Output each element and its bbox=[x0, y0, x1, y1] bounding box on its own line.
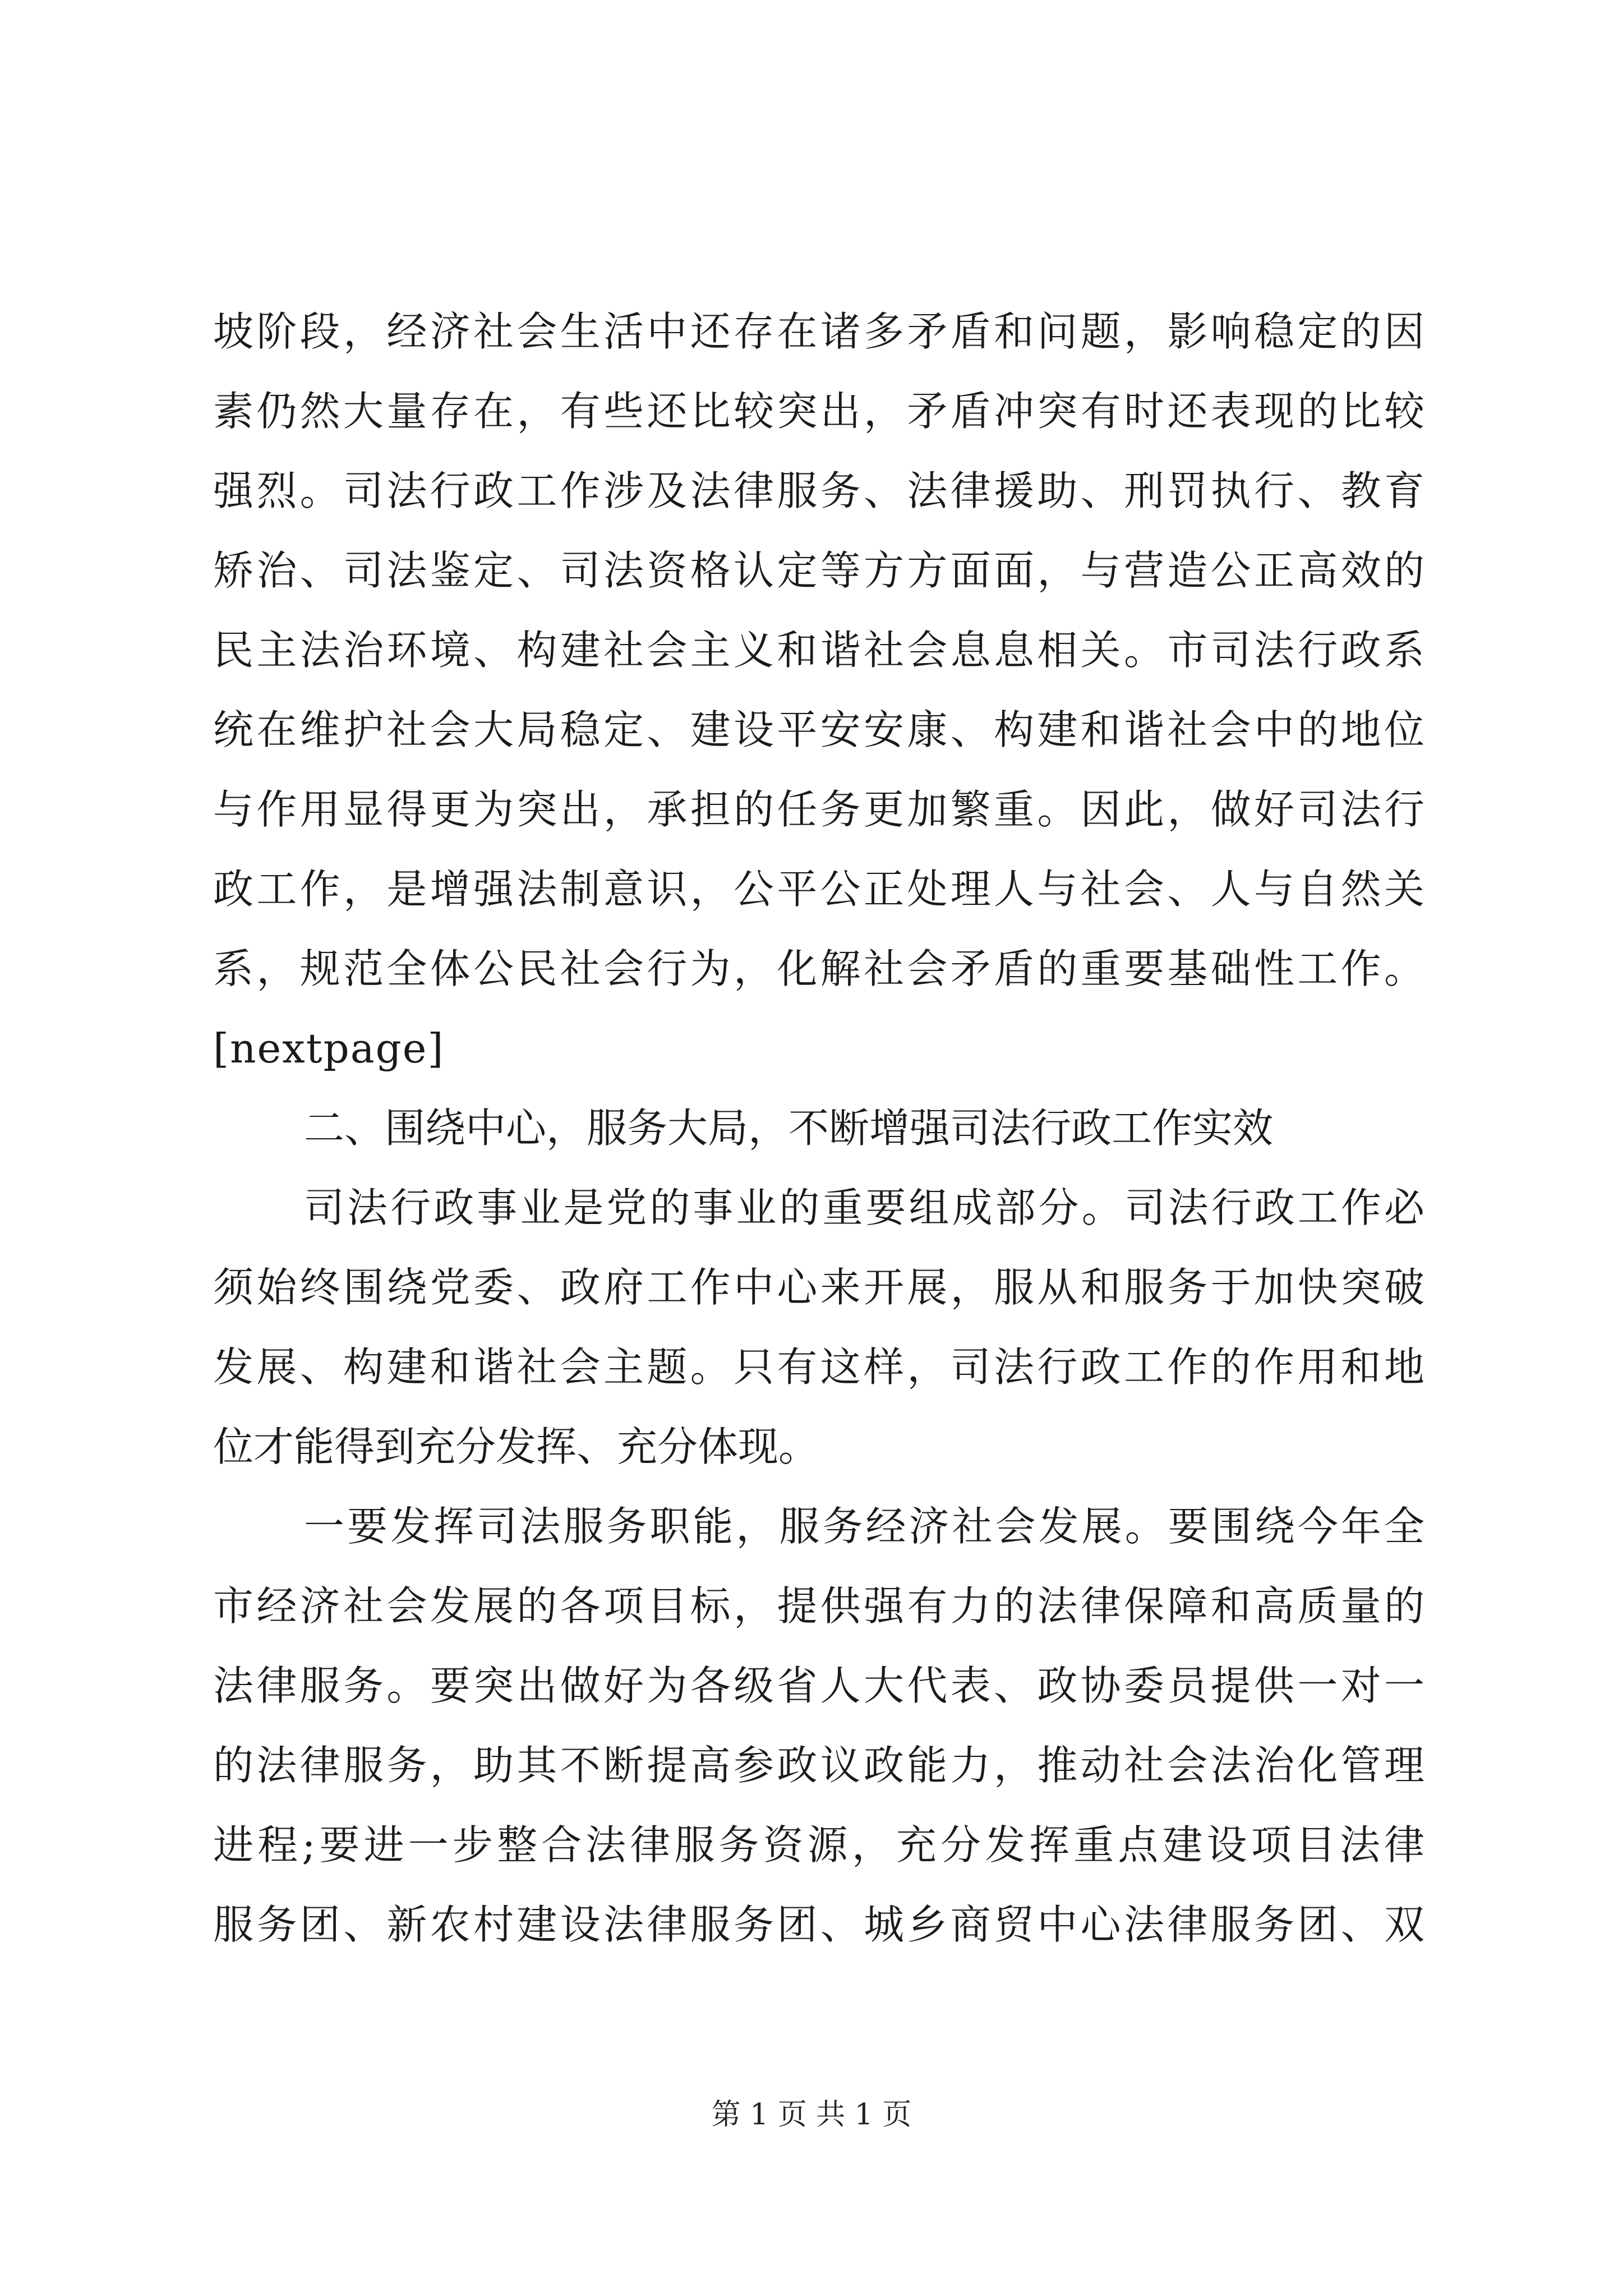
text-line: 的法律服务，助其不断提高参政议政能力，推动社会法治化管理 bbox=[213, 1742, 1424, 1789]
text-line: 坡阶段，经济社会生活中还存在诸多矛盾和问题，影响稳定的因 bbox=[213, 308, 1424, 355]
text-line: 须始终围绕党委、政府工作中心来开展，服从和服务于加快突破 bbox=[213, 1264, 1424, 1311]
text-line: 民主法治环境、构建社会主义和谐社会息息相关。市司法行政系 bbox=[213, 627, 1424, 674]
text-line: 政工作，是增强法制意识，公平公正处理人与社会、人与自然关 bbox=[213, 866, 1424, 913]
document-body bbox=[213, 292, 1424, 1964]
text-line: 一要发挥司法服务职能，服务经济社会发展。要围绕今年全 bbox=[304, 1503, 1424, 1550]
section-heading: 二、围绕中心，服务大局，不断增强司法行政工作实效 bbox=[304, 1105, 1274, 1152]
page-footer: 第 1 页 共 1 页 bbox=[711, 2098, 912, 2132]
text-line: 服务团、新农村建设法律服务团、城乡商贸中心法律服务团、双 bbox=[213, 1901, 1424, 1948]
text-line: 位才能得到充分发挥、充分体现。 bbox=[213, 1423, 819, 1470]
text-line: 统在维护社会大局稳定、建设平安安康、构建和谐社会中的地位 bbox=[213, 706, 1424, 753]
nextpage-tag: [nextpage] bbox=[213, 1025, 445, 1072]
text-line: 强烈。司法行政工作涉及法律服务、法律援助、刑罚执行、教育 bbox=[213, 467, 1424, 514]
text-line: 与作用显得更为突出，承担的任务更加繁重。因此，做好司法行 bbox=[213, 786, 1424, 833]
text-line: 发展、构建和谐社会主题。只有这样，司法行政工作的作用和地 bbox=[213, 1343, 1424, 1391]
text-line: 素仍然大量存在，有些还比较突出，矛盾冲突有时还表现的比较 bbox=[213, 388, 1424, 435]
text-line: 司法行政事业是党的事业的重要组成部分。司法行政工作必 bbox=[304, 1184, 1424, 1231]
text-line: 法律服务。要突出做好为各级省人大代表、政协委员提供一对一 bbox=[213, 1662, 1424, 1709]
text-line: 市经济社会发展的各项目标，提供强有力的法律保障和高质量的 bbox=[213, 1582, 1424, 1630]
text-line: 系，规范全体公民社会行为，化解社会矛盾的重要基础性工作。 bbox=[213, 945, 1424, 992]
text-line: 矫治、司法鉴定、司法资格认定等方方面面，与营造公正高效的 bbox=[213, 547, 1424, 594]
text-line: 进程;要进一步整合法律服务资源，充分发挥重点建设项目法律 bbox=[213, 1821, 1424, 1869]
